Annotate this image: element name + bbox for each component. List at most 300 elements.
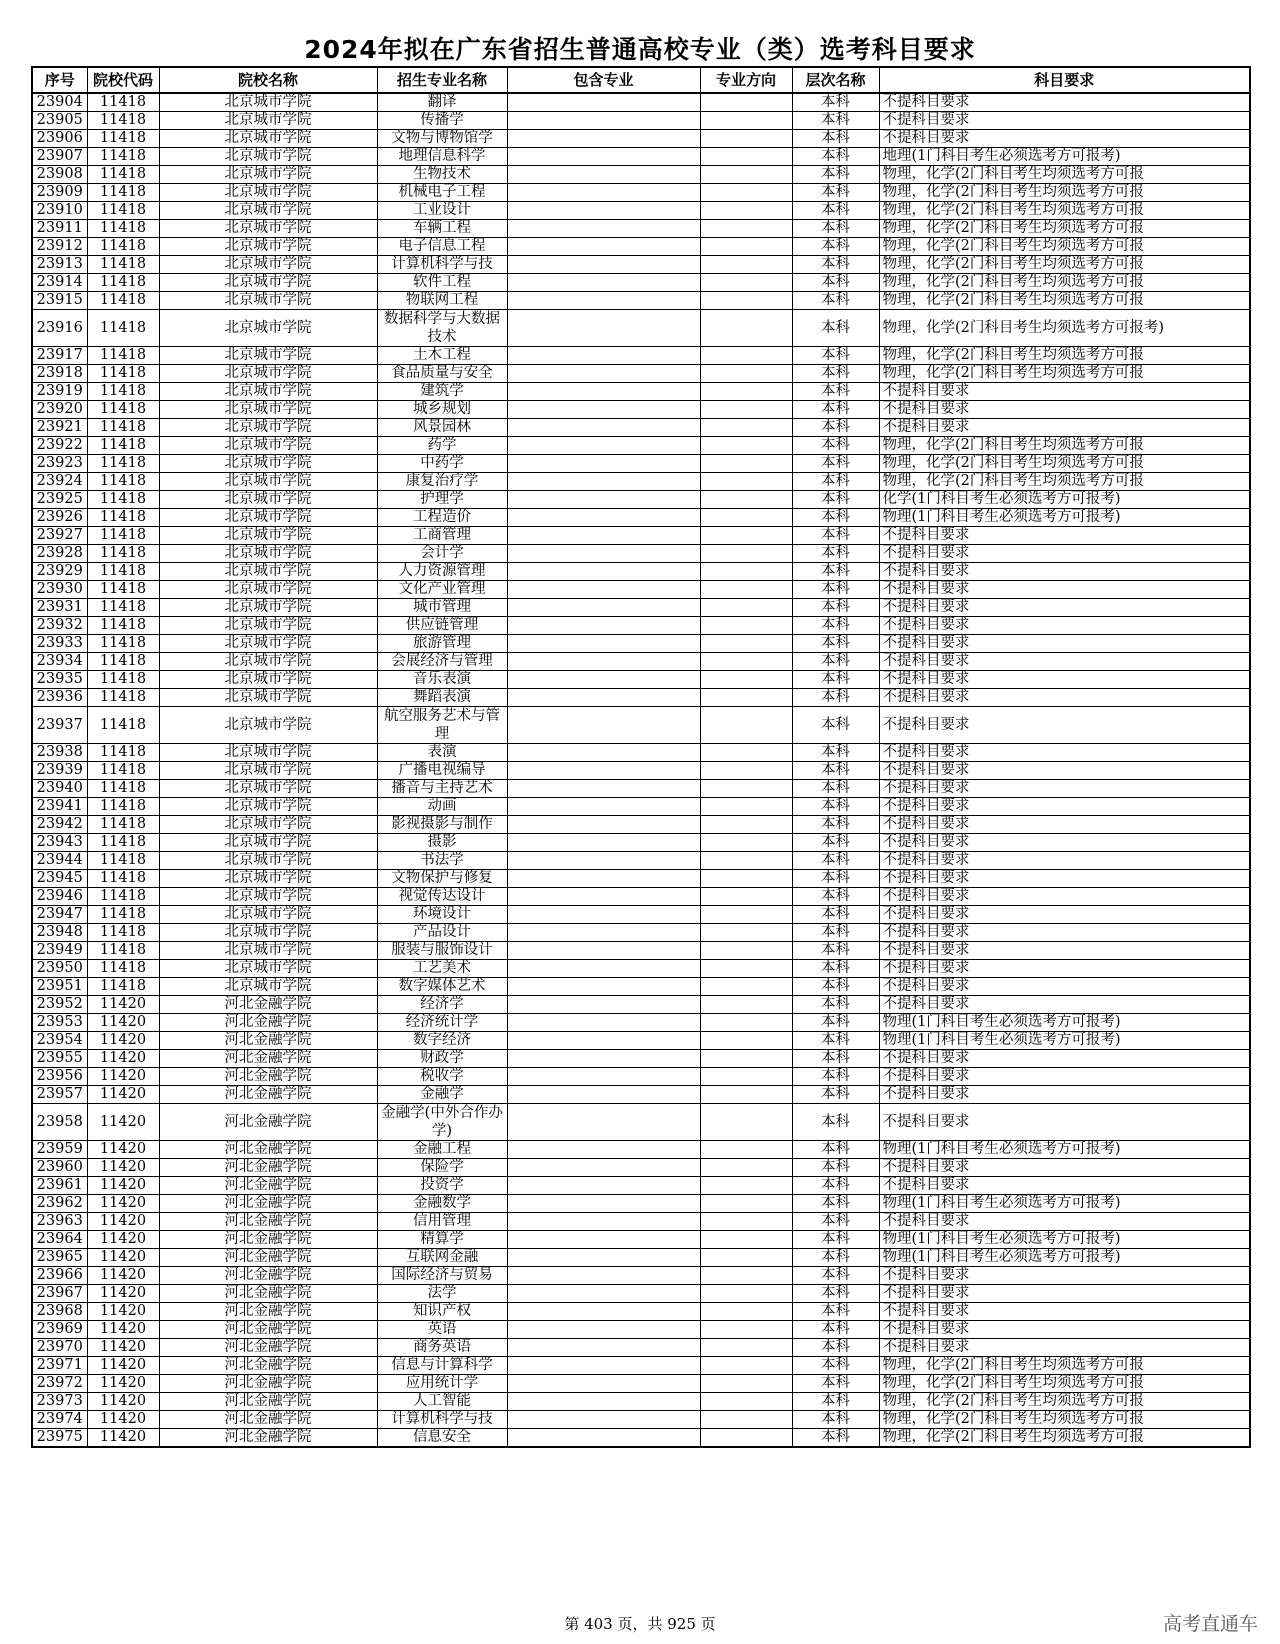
cell-school-name: 河北金融学院: [159, 1068, 377, 1086]
cell-subject-requirement: 物理(1门科目考生必须选考方可报考): [879, 1141, 1250, 1159]
cell-subject-requirement: 不提科目要求: [879, 617, 1250, 635]
cell-level: 本科: [792, 563, 879, 581]
cell-subject-requirement: 不提科目要求: [879, 419, 1250, 437]
cell-level: 本科: [792, 888, 879, 906]
cell-school-code: 11418: [87, 744, 159, 762]
cell-major-direction: [700, 1303, 792, 1321]
cell-included-majors: [507, 978, 700, 996]
cell-subject-requirement: 不提科目要求: [879, 1267, 1250, 1285]
cell-major-name: 人工智能: [377, 1393, 507, 1411]
cell-subject-requirement: 不提科目要求: [879, 1213, 1250, 1231]
cell-level: 本科: [792, 762, 879, 780]
cell-level: 本科: [792, 1068, 879, 1086]
cell-major-direction: [700, 816, 792, 834]
cell-school-code: 11418: [87, 707, 159, 744]
table-row: [32, 689, 1250, 707]
table-row: [32, 581, 1250, 599]
cell-school-code: 11418: [87, 347, 159, 365]
cell-school-code: 11420: [87, 1141, 159, 1159]
cell-major-name: 产品设计: [377, 924, 507, 942]
cell-school-code: 11418: [87, 852, 159, 870]
cell-included-majors: [507, 1267, 700, 1285]
table-row: [32, 347, 1250, 365]
cell-index: 23923: [32, 455, 87, 473]
cell-index: 23957: [32, 1086, 87, 1104]
cell-major-direction: [700, 834, 792, 852]
cell-school-code: 11418: [87, 491, 159, 509]
cell-level: 本科: [792, 365, 879, 383]
cell-level: 本科: [792, 1357, 879, 1375]
header-school-code: 院校代码: [87, 67, 159, 93]
cell-school-name: 北京城市学院: [159, 527, 377, 545]
cell-index: 23962: [32, 1195, 87, 1213]
table-row: [32, 419, 1250, 437]
cell-subject-requirement: 地理(1门科目考生必须选考方可报考): [879, 148, 1250, 166]
cell-school-name: 河北金融学院: [159, 996, 377, 1014]
table-row: [32, 762, 1250, 780]
cell-school-code: 11420: [87, 1014, 159, 1032]
cell-included-majors: [507, 744, 700, 762]
cell-level: 本科: [792, 437, 879, 455]
cell-index: 23929: [32, 563, 87, 581]
cell-level: 本科: [792, 635, 879, 653]
cell-included-majors: [507, 780, 700, 798]
cell-major-direction: [700, 419, 792, 437]
cell-index: 23938: [32, 744, 87, 762]
table-row: [32, 1339, 1250, 1357]
cell-included-majors: [507, 1231, 700, 1249]
cell-included-majors: [507, 455, 700, 473]
cell-included-majors: [507, 292, 700, 310]
cell-major-direction: [700, 870, 792, 888]
cell-level: 本科: [792, 545, 879, 563]
cell-index: 23960: [32, 1159, 87, 1177]
cell-major-direction: [700, 527, 792, 545]
cell-school-name: 北京城市学院: [159, 202, 377, 220]
cell-level: 本科: [792, 347, 879, 365]
cell-school-name: 河北金融学院: [159, 1231, 377, 1249]
cell-school-name: 河北金融学院: [159, 1177, 377, 1195]
cell-school-name: 北京城市学院: [159, 635, 377, 653]
cell-major-name: 软件工程: [377, 274, 507, 292]
cell-major-direction: [700, 1014, 792, 1032]
cell-included-majors: [507, 1032, 700, 1050]
cell-school-name: 北京城市学院: [159, 888, 377, 906]
cell-index: 23920: [32, 401, 87, 419]
cell-level: 本科: [792, 1195, 879, 1213]
cell-major-direction: [700, 545, 792, 563]
cell-school-name: 北京城市学院: [159, 744, 377, 762]
cell-index: 23951: [32, 978, 87, 996]
cell-subject-requirement: 物理，化学(2门科目考生均须选考方可报: [879, 1357, 1250, 1375]
header-index: 序号: [32, 67, 87, 93]
cell-major-name: 地理信息科学: [377, 148, 507, 166]
cell-school-code: 11418: [87, 960, 159, 978]
cell-index: 23921: [32, 419, 87, 437]
cell-subject-requirement: 物理，化学(2门科目考生均须选考方可报: [879, 473, 1250, 491]
cell-level: 本科: [792, 148, 879, 166]
cell-school-code: 11418: [87, 816, 159, 834]
cell-major-name: 金融工程: [377, 1141, 507, 1159]
cell-major-name: 法学: [377, 1285, 507, 1303]
cell-level: 本科: [792, 1032, 879, 1050]
cell-level: 本科: [792, 1375, 879, 1393]
cell-school-name: 河北金融学院: [159, 1104, 377, 1141]
cell-school-code: 11420: [87, 1429, 159, 1448]
cell-level: 本科: [792, 1177, 879, 1195]
cell-subject-requirement: 物理，化学(2门科目考生均须选考方可报: [879, 1429, 1250, 1448]
cell-major-name: 传播学: [377, 112, 507, 130]
cell-included-majors: [507, 347, 700, 365]
cell-subject-requirement: 不提科目要求: [879, 545, 1250, 563]
cell-subject-requirement: 不提科目要求: [879, 1285, 1250, 1303]
cell-included-majors: [507, 689, 700, 707]
cell-school-name: 河北金融学院: [159, 1050, 377, 1068]
cell-index: 23946: [32, 888, 87, 906]
cell-school-name: 北京城市学院: [159, 942, 377, 960]
cell-level: 本科: [792, 960, 879, 978]
cell-subject-requirement: 不提科目要求: [879, 563, 1250, 581]
cell-school-name: 河北金融学院: [159, 1249, 377, 1267]
cell-index: 23939: [32, 762, 87, 780]
cell-major-name: 音乐表演: [377, 671, 507, 689]
cell-level: 本科: [792, 707, 879, 744]
cell-major-name: 信用管理: [377, 1213, 507, 1231]
table-row: [32, 1014, 1250, 1032]
table-row: [32, 256, 1250, 274]
cell-school-name: 北京城市学院: [159, 870, 377, 888]
cell-major-name: 文物与博物馆学: [377, 130, 507, 148]
cell-major-name: 舞蹈表演: [377, 689, 507, 707]
cell-major-name: 计算机科学与技: [377, 1411, 507, 1429]
table-row: [32, 130, 1250, 148]
cell-school-code: 11420: [87, 1393, 159, 1411]
cell-school-code: 11418: [87, 220, 159, 238]
cell-level: 本科: [792, 1321, 879, 1339]
cell-subject-requirement: 物理(1门科目考生必须选考方可报考): [879, 1032, 1250, 1050]
cell-subject-requirement: 不提科目要求: [879, 906, 1250, 924]
cell-major-direction: [700, 924, 792, 942]
cell-major-direction: [700, 1411, 792, 1429]
cell-subject-requirement: 物理，化学(2门科目考生均须选考方可报: [879, 238, 1250, 256]
cell-included-majors: [507, 1303, 700, 1321]
cell-included-majors: [507, 906, 700, 924]
cell-school-name: 北京城市学院: [159, 816, 377, 834]
table-row: [32, 1141, 1250, 1159]
cell-major-direction: [700, 707, 792, 744]
cell-subject-requirement: 物理，化学(2门科目考生均须选考方可报: [879, 256, 1250, 274]
cell-major-direction: [700, 256, 792, 274]
cell-index: 23943: [32, 834, 87, 852]
table-row: [32, 852, 1250, 870]
cell-major-direction: [700, 581, 792, 599]
cell-included-majors: [507, 184, 700, 202]
cell-school-name: 河北金融学院: [159, 1357, 377, 1375]
cell-subject-requirement: 物理(1门科目考生必须选考方可报考): [879, 1014, 1250, 1032]
cell-level: 本科: [792, 834, 879, 852]
cell-major-name: 会展经济与管理: [377, 653, 507, 671]
cell-included-majors: [507, 1429, 700, 1448]
cell-major-name: 电子信息工程: [377, 238, 507, 256]
cell-included-majors: [507, 1014, 700, 1032]
cell-major-name: 食品质量与安全: [377, 365, 507, 383]
cell-major-direction: [700, 1393, 792, 1411]
table-row: [32, 1231, 1250, 1249]
cell-major-name: 旅游管理: [377, 635, 507, 653]
cell-major-direction: [700, 1429, 792, 1448]
cell-school-name: 北京城市学院: [159, 274, 377, 292]
cell-index: 23913: [32, 256, 87, 274]
cell-school-name: 北京城市学院: [159, 491, 377, 509]
cell-school-code: 11420: [87, 1303, 159, 1321]
cell-level: 本科: [792, 816, 879, 834]
cell-level: 本科: [792, 238, 879, 256]
cell-index: 23907: [32, 148, 87, 166]
cell-school-name: 河北金融学院: [159, 1267, 377, 1285]
cell-subject-requirement: 不提科目要求: [879, 1303, 1250, 1321]
cell-index: 23904: [32, 93, 87, 112]
cell-level: 本科: [792, 166, 879, 184]
cell-subject-requirement: 不提科目要求: [879, 996, 1250, 1014]
cell-major-name: 经济学: [377, 996, 507, 1014]
cell-index: 23916: [32, 310, 87, 347]
cell-school-name: 北京城市学院: [159, 798, 377, 816]
cell-major-direction: [700, 473, 792, 491]
cell-index: 23919: [32, 383, 87, 401]
cell-major-direction: [700, 1086, 792, 1104]
cell-major-direction: [700, 184, 792, 202]
cell-subject-requirement: 物理，化学(2门科目考生均须选考方可报: [879, 365, 1250, 383]
cell-index: 23941: [32, 798, 87, 816]
cell-school-name: 北京城市学院: [159, 545, 377, 563]
cell-school-code: 11420: [87, 1050, 159, 1068]
table-row: [32, 455, 1250, 473]
cell-subject-requirement: 不提科目要求: [879, 130, 1250, 148]
header-major-direction: 专业方向: [700, 67, 792, 93]
cell-included-majors: [507, 274, 700, 292]
cell-school-code: 11420: [87, 1104, 159, 1141]
cell-school-name: 北京城市学院: [159, 617, 377, 635]
cell-school-name: 北京城市学院: [159, 473, 377, 491]
cell-subject-requirement: 不提科目要求: [879, 671, 1250, 689]
cell-school-code: 11418: [87, 924, 159, 942]
cell-subject-requirement: 物理，化学(2门科目考生均须选考方可报: [879, 437, 1250, 455]
table-row: [32, 310, 1250, 347]
cell-included-majors: [507, 617, 700, 635]
cell-school-name: 北京城市学院: [159, 960, 377, 978]
cell-major-name: 国际经济与贸易: [377, 1267, 507, 1285]
cell-school-name: 河北金融学院: [159, 1429, 377, 1448]
cell-major-name: 城乡规划: [377, 401, 507, 419]
cell-school-name: 河北金融学院: [159, 1303, 377, 1321]
cell-level: 本科: [792, 509, 879, 527]
table-row: [32, 1393, 1250, 1411]
cell-subject-requirement: 不提科目要求: [879, 653, 1250, 671]
table-row: [32, 401, 1250, 419]
cell-major-name: 播音与主持艺术: [377, 780, 507, 798]
cell-level: 本科: [792, 1285, 879, 1303]
cell-major-direction: [700, 491, 792, 509]
cell-subject-requirement: 物理，化学(2门科目考生均须选考方可报: [879, 347, 1250, 365]
cell-major-name: 文化产业管理: [377, 581, 507, 599]
cell-major-direction: [700, 238, 792, 256]
table-row: [32, 1249, 1250, 1267]
cell-index: 23963: [32, 1213, 87, 1231]
cell-major-name: 信息安全: [377, 1429, 507, 1448]
table-row: [32, 653, 1250, 671]
table-row: [32, 870, 1250, 888]
cell-index: 23958: [32, 1104, 87, 1141]
cell-level: 本科: [792, 93, 879, 112]
cell-school-name: 北京城市学院: [159, 130, 377, 148]
cell-subject-requirement: 不提科目要求: [879, 383, 1250, 401]
cell-school-code: 11418: [87, 274, 159, 292]
cell-included-majors: [507, 256, 700, 274]
table-row: [32, 1159, 1250, 1177]
cell-major-name: 知识产权: [377, 1303, 507, 1321]
cell-major-name: 经济统计学: [377, 1014, 507, 1032]
cell-level: 本科: [792, 1050, 879, 1068]
cell-included-majors: [507, 1249, 700, 1267]
cell-major-name: 建筑学: [377, 383, 507, 401]
cell-major-name: 英语: [377, 1321, 507, 1339]
cell-major-direction: [700, 1141, 792, 1159]
cell-included-majors: [507, 1285, 700, 1303]
cell-school-code: 11418: [87, 130, 159, 148]
cell-level: 本科: [792, 744, 879, 762]
cell-major-direction: [700, 1267, 792, 1285]
cell-major-name: 风景园林: [377, 419, 507, 437]
cell-index: 23922: [32, 437, 87, 455]
table-row: [32, 292, 1250, 310]
cell-included-majors: [507, 1104, 700, 1141]
cell-included-majors: [507, 1321, 700, 1339]
cell-major-direction: [700, 401, 792, 419]
cell-included-majors: [507, 816, 700, 834]
cell-included-majors: [507, 491, 700, 509]
cell-subject-requirement: 不提科目要求: [879, 852, 1250, 870]
cell-school-code: 11418: [87, 455, 159, 473]
cell-index: 23937: [32, 707, 87, 744]
cell-school-code: 11418: [87, 906, 159, 924]
table-row: [32, 707, 1250, 744]
cell-major-direction: [700, 1375, 792, 1393]
cell-level: 本科: [792, 1231, 879, 1249]
table-row: [32, 238, 1250, 256]
cell-included-majors: [507, 112, 700, 130]
cell-index: 23966: [32, 1267, 87, 1285]
table-row: [32, 148, 1250, 166]
cell-index: 23944: [32, 852, 87, 870]
cell-index: 23953: [32, 1014, 87, 1032]
cell-included-majors: [507, 1159, 700, 1177]
cell-subject-requirement: 物理(1门科目考生必须选考方可报考): [879, 1231, 1250, 1249]
cell-major-direction: [700, 888, 792, 906]
cell-major-direction: [700, 1339, 792, 1357]
cell-school-code: 11418: [87, 780, 159, 798]
cell-index: 23974: [32, 1411, 87, 1429]
cell-major-direction: [700, 148, 792, 166]
cell-index: 23918: [32, 365, 87, 383]
cell-major-name: 影视摄影与制作: [377, 816, 507, 834]
cell-major-name: 金融数学: [377, 1195, 507, 1213]
cell-subject-requirement: 不提科目要求: [879, 960, 1250, 978]
table-row: [32, 888, 1250, 906]
cell-index: 23911: [32, 220, 87, 238]
cell-index: 23932: [32, 617, 87, 635]
cell-included-majors: [507, 1393, 700, 1411]
cell-school-name: 北京城市学院: [159, 671, 377, 689]
table-row: [32, 491, 1250, 509]
cell-included-majors: [507, 130, 700, 148]
cell-level: 本科: [792, 780, 879, 798]
cell-included-majors: [507, 310, 700, 347]
cell-subject-requirement: 不提科目要求: [879, 1104, 1250, 1141]
cell-major-direction: [700, 762, 792, 780]
cell-level: 本科: [792, 130, 879, 148]
cell-level: 本科: [792, 274, 879, 292]
cell-included-majors: [507, 238, 700, 256]
cell-level: 本科: [792, 617, 879, 635]
cell-major-direction: [700, 563, 792, 581]
cell-level: 本科: [792, 798, 879, 816]
cell-school-code: 11418: [87, 653, 159, 671]
cell-included-majors: [507, 1339, 700, 1357]
table-row: [32, 798, 1250, 816]
cell-school-name: 北京城市学院: [159, 437, 377, 455]
cell-school-code: 11418: [87, 617, 159, 635]
cell-index: 23942: [32, 816, 87, 834]
cell-school-code: 11418: [87, 473, 159, 491]
cell-school-name: 北京城市学院: [159, 707, 377, 744]
cell-index: 23934: [32, 653, 87, 671]
cell-subject-requirement: 不提科目要求: [879, 888, 1250, 906]
cell-major-direction: [700, 1249, 792, 1267]
cell-major-name: 书法学: [377, 852, 507, 870]
table-row: [32, 942, 1250, 960]
cell-subject-requirement: 物理(1门科目考生必须选考方可报考): [879, 509, 1250, 527]
cell-school-code: 11418: [87, 834, 159, 852]
table-row: [32, 184, 1250, 202]
cell-level: 本科: [792, 1249, 879, 1267]
cell-school-name: 北京城市学院: [159, 401, 377, 419]
table-row: [32, 1195, 1250, 1213]
cell-major-direction: [700, 455, 792, 473]
cell-subject-requirement: 不提科目要求: [879, 942, 1250, 960]
cell-major-name: 工艺美术: [377, 960, 507, 978]
cell-level: 本科: [792, 689, 879, 707]
cell-included-majors: [507, 599, 700, 617]
cell-school-name: 北京城市学院: [159, 292, 377, 310]
cell-school-code: 11420: [87, 1086, 159, 1104]
cell-index: 23931: [32, 599, 87, 617]
cell-school-name: 河北金融学院: [159, 1195, 377, 1213]
page-title: 2024年拟在广东省招生普通高校专业（类）选考科目要求: [304, 35, 976, 64]
table-row: [32, 1267, 1250, 1285]
cell-major-name: 护理学: [377, 491, 507, 509]
cell-subject-requirement: 不提科目要求: [879, 599, 1250, 617]
cell-level: 本科: [792, 1014, 879, 1032]
cell-index: 23948: [32, 924, 87, 942]
cell-index: 23928: [32, 545, 87, 563]
table-row: [32, 166, 1250, 184]
cell-school-name: 河北金融学院: [159, 1321, 377, 1339]
cell-included-majors: [507, 383, 700, 401]
cell-major-name: 视觉传达设计: [377, 888, 507, 906]
cell-level: 本科: [792, 581, 879, 599]
cell-major-direction: [700, 1159, 792, 1177]
cell-school-code: 11420: [87, 1411, 159, 1429]
